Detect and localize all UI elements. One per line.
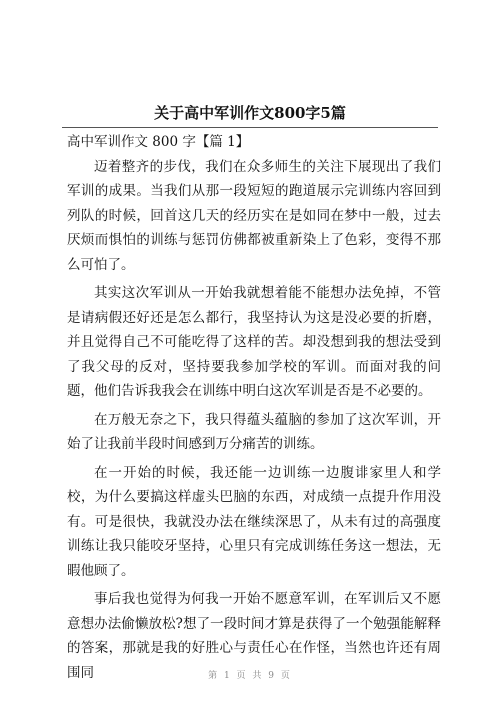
paragraph-5: 事后我也觉得为何我一开始不愿意军训，在军训后又不愿意想办法偷懒放松?想了一段时间才算是获得了一个勉强能解释的答案，那就是我的好胜心与责任心在作怪，当然也许还有周围同 — [67, 591, 441, 681]
paragraph-1: 迈着整齐的步伐，我们在众多师生的关注下展现出了我们军训的成果。当我们从那一段短短的跑道展示完训练内容回到列队的时候，回首这几天的经历实在是如同在梦中一般，过去厌烦而惧怕的训练与惩罚仿佛都被重新染上了色彩，变得不那么可怕了。 — [67, 158, 441, 273]
document-title: 关于高中军训作文800字5篇 — [154, 104, 346, 122]
paragraph-2: 其实这次军训从一开始我就想着能不能想办法免掉，不管是请病假还好还是怎么都行，我坚持认为这是没必要的折磨，并且觉得自己不可能吃得了这样的苦。却没想到我的想法受到了我父母的反对，坚持要我参加学校的军训。而面对我的问题，他们告诉我我会在训练中明白这次军训是否是不必要的。 — [67, 285, 441, 399]
paragraph-3: 在万般无奈之下，我只得蕴头蕴脑的参加了这次军训，开始了让我前半段时间感到万分痛苦的训练。 — [67, 411, 441, 452]
section-heading: 高中军训作文 800 字【篇 1】 — [67, 134, 250, 150]
paragraph-4: 在一开始的时候，我还能一边训练一边腹诽家里人和学校，为什么要搞这样虚头巴脑的东西，对成绩一点提升作用没有。可是很快，我就没办法在继续深思了，从未有过的高强度训练让我只能咬牙坚持，心里只有完成训练任务这一想法，无暇他顾了。 — [67, 464, 441, 579]
page-footer: 第 1 页 共 9 页 — [208, 671, 292, 681]
document-body — [67, 130, 441, 689]
title-divider — [62, 127, 438, 128]
